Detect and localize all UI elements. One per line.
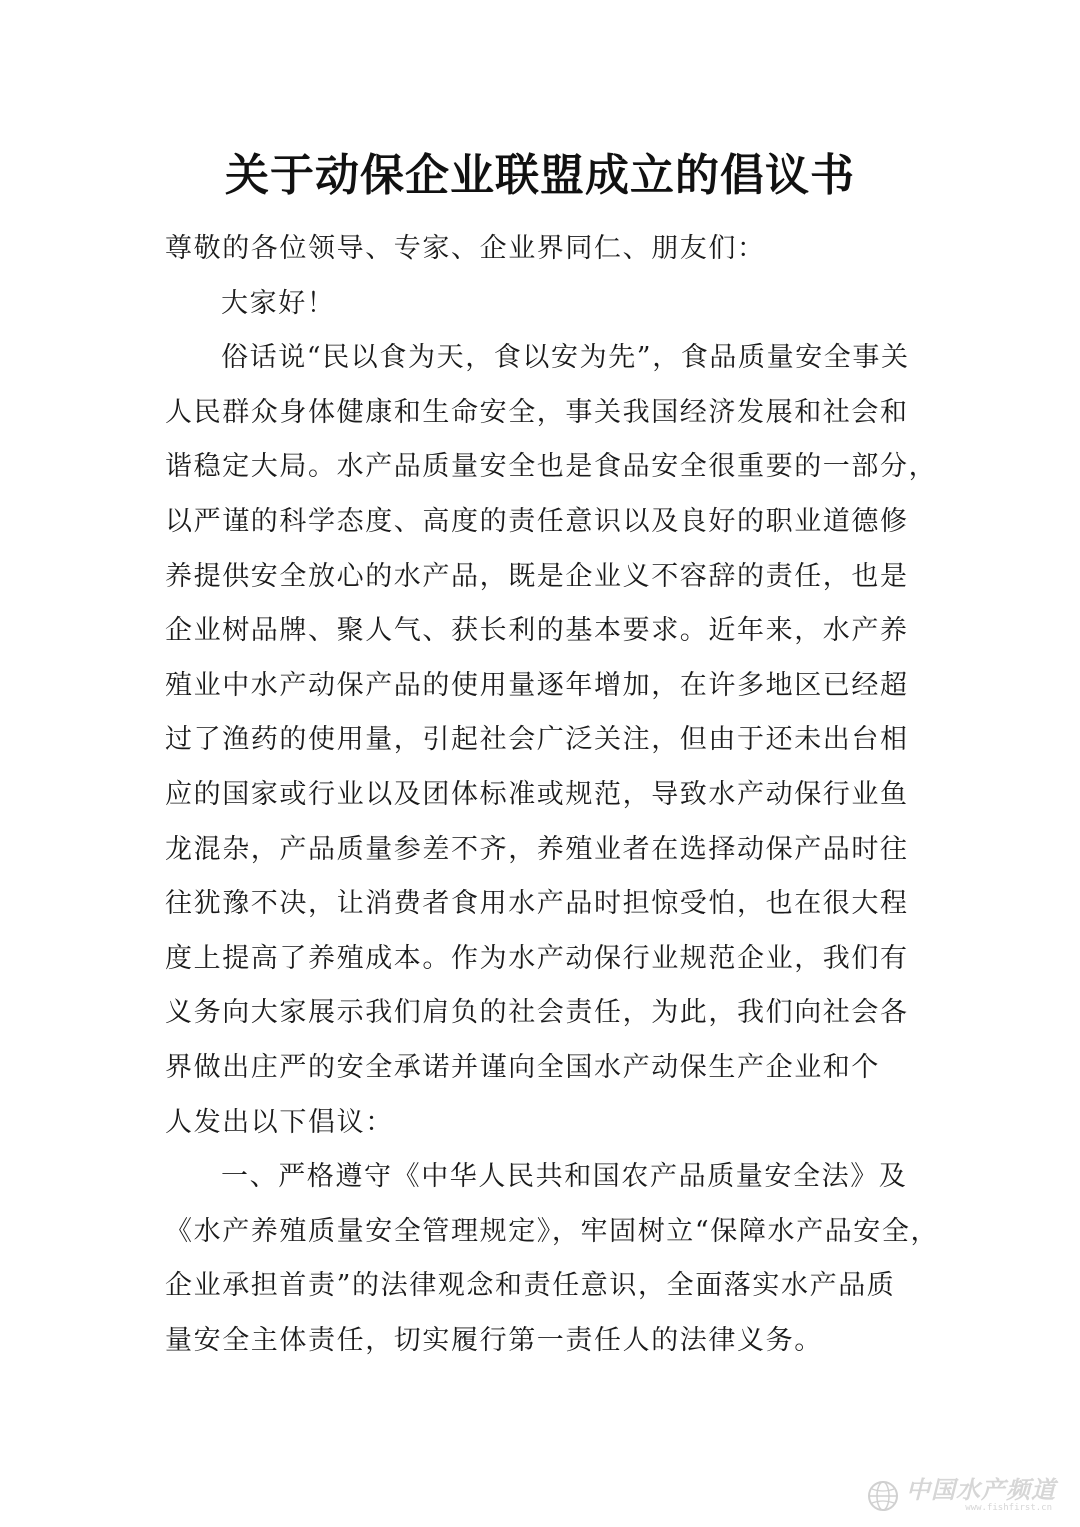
text-line: 俗话说“民以食为天，食以安为先”，食品质量安全事关 [221, 342, 910, 374]
text-line: 谐稳定大局。水产品质量安全也是食品安全很重要的一部分， [165, 451, 938, 483]
text-line: 殖业中水产动保产品的使用量逐年增加，在许多地区已经超 [165, 669, 909, 701]
text-line: 大家好！ [221, 287, 336, 319]
text-line: 企业承担首责”的法律观念和责任意识，全面落实水产品质 [165, 1270, 896, 1302]
text-line: 龙混杂，产品质量参差不齐，养殖业者在选择动保产品时往 [165, 833, 909, 865]
text-line: 义务向大家展示我们肩负的社会责任，为此，我们向社会各 [165, 997, 909, 1029]
text-line: 过了渔药的使用量，引起社会广泛关注，但由于还未出台相 [165, 724, 909, 756]
text-line: 养提供安全放心的水产品，既是企业义不容辞的责任，也是 [165, 560, 909, 592]
document-body [165, 222, 940, 1368]
text-line: 以严谨的科学态度、高度的责任意识以及良好的职业道德修 [165, 505, 909, 537]
text-line: 应的国家或行业以及团体标准或规范，导致水产动保行业鱼 [165, 778, 909, 810]
site-watermark [866, 1477, 1056, 1513]
document-title: 关于动保企业联盟成立的倡议书 [225, 150, 855, 201]
text-line: 界做出庄严的安全承诺并谨向全国水产动保生产企业和个 [165, 1051, 880, 1083]
text-line: 尊敬的各位领导、专家、企业界同仁、朋友们： [165, 233, 766, 264]
text-line: 企业树品牌、聚人气、获长利的基本要求。近年来，水产养 [165, 615, 909, 647]
text-line: 人民群众身体健康和生命安全，事关我国经济发展和社会和 [165, 396, 909, 428]
text-line: 人发出以下倡议： [165, 1106, 394, 1138]
globe-icon [866, 1479, 900, 1513]
text-line: 度上提高了养殖成本。作为水产动保行业规范企业，我们有 [165, 942, 909, 974]
text-line: 量安全主体责任，切实履行第一责任人的法律义务。 [165, 1324, 823, 1356]
text-line: 一、严格遵守《中华人民共和国农产品质量安全法》及 [221, 1161, 908, 1193]
text-line: 《水产养殖质量安全管理规定》，牢固树立“保障水产品安全， [165, 1215, 940, 1247]
watermark-url: www.fishfirst.cn [965, 1503, 1052, 1513]
text-line: 往犹豫不决，让消费者食用水产品时担惊受怕，也在很大程 [165, 888, 909, 920]
watermark-name: 中国水产频道 [906, 1476, 1056, 1504]
